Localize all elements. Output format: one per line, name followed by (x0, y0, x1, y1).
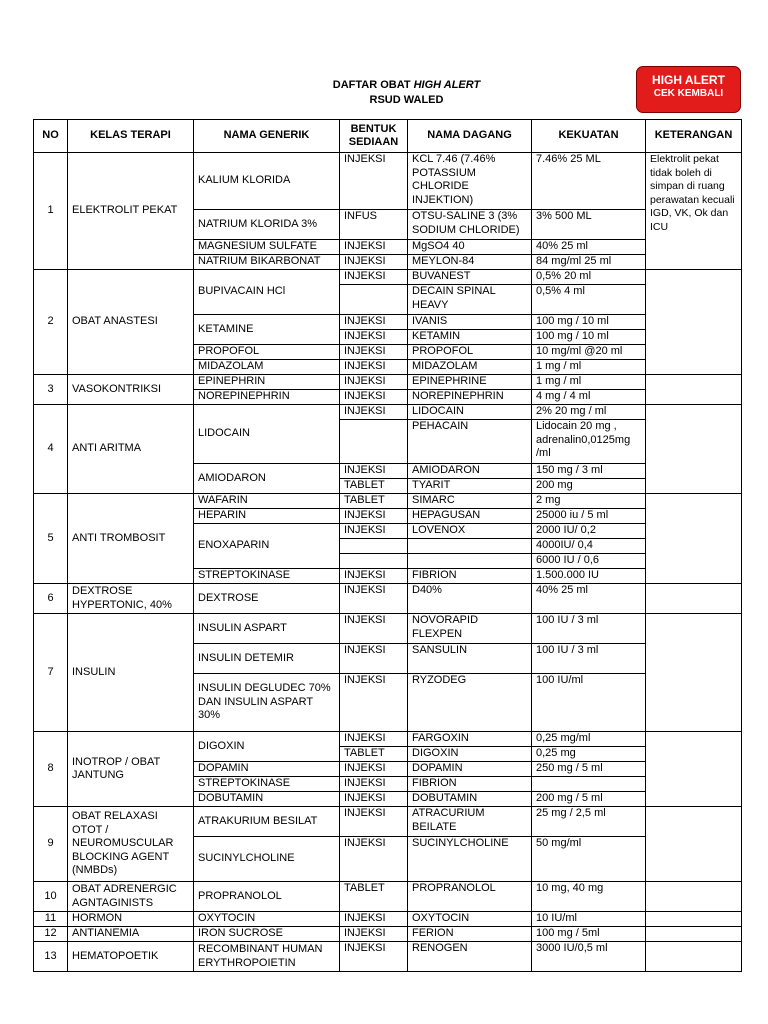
column-header: NAMA GENERIK (194, 120, 340, 153)
kekuatan-cell: 1.500.000 IU (532, 569, 646, 584)
bentuk-sediaan-cell: INJEKSI (340, 644, 408, 674)
kelas-terapi-cell: INSULIN (68, 614, 194, 732)
bentuk-sediaan-cell (340, 420, 408, 464)
row-number: 13 (34, 942, 68, 972)
table-row (34, 882, 742, 912)
row-number: 4 (34, 405, 68, 494)
kelas-terapi-cell: INOTROP / OBAT JANTUNG (68, 732, 194, 807)
kekuatan-cell: 3% 500 ML (532, 210, 646, 240)
nama-dagang-cell: BUVANEST (408, 270, 532, 285)
kelas-terapi-cell: HEMATOPOETIK (68, 942, 194, 972)
nama-generik-cell: NATRIUM BIKARBONAT (194, 255, 340, 270)
table-row (34, 942, 742, 972)
table-row (34, 584, 742, 614)
bentuk-sediaan-cell: TABLET (340, 882, 408, 912)
kekuatan-cell: 150 mg / 3 ml (532, 464, 646, 479)
nama-dagang-cell: RYZODEG (408, 674, 532, 732)
kekuatan-cell: 84 mg/ml 25 ml (532, 255, 646, 270)
bentuk-sediaan-cell: INJEKSI (340, 153, 408, 210)
nama-dagang-cell: DIGOXIN (408, 747, 532, 762)
nama-dagang-cell: D40% (408, 584, 532, 614)
keterangan-cell (646, 584, 742, 614)
nama-dagang-cell: SANSULIN (408, 644, 532, 674)
bentuk-sediaan-cell: INJEKSI (340, 315, 408, 330)
bentuk-sediaan-cell: INJEKSI (340, 732, 408, 747)
bentuk-sediaan-cell: INJEKSI (340, 762, 408, 777)
nama-generik-cell: ENOXAPARIN (194, 524, 340, 569)
table-row (34, 375, 742, 390)
title-prefix: DAFTAR OBAT (332, 79, 414, 91)
row-number: 11 (34, 912, 68, 927)
bentuk-sediaan-cell: INJEKSI (340, 569, 408, 584)
nama-dagang-cell: KETAMIN (408, 330, 532, 345)
row-number: 9 (34, 807, 68, 882)
kekuatan-cell: 40% 25 ml (532, 584, 646, 614)
nama-dagang-cell: FIBRION (408, 777, 532, 792)
nama-generik-cell: STREPTOKINASE (194, 569, 340, 584)
kekuatan-cell: 100 mg / 10 ml (532, 315, 646, 330)
kekuatan-cell: 200 mg / 5 ml (532, 792, 646, 807)
bentuk-sediaan-cell: INJEKSI (340, 837, 408, 882)
nama-dagang-cell (408, 539, 532, 554)
table-row (34, 153, 742, 210)
kekuatan-cell: 7.46% 25 ML (532, 153, 646, 210)
nama-generik-cell: MAGNESIUM SULFATE (194, 240, 340, 255)
bentuk-sediaan-cell: INJEKSI (340, 927, 408, 942)
nama-dagang-cell: MEYLON-84 (408, 255, 532, 270)
kekuatan-cell: 100 mg / 5ml (532, 927, 646, 942)
table-row (34, 807, 742, 837)
bentuk-sediaan-cell: INJEKSI (340, 375, 408, 390)
nama-dagang-cell: KCL 7.46 (7.46% POTASSIUM CHLORIDE INJEKTION) (408, 153, 532, 210)
nama-dagang-cell: PROPOFOL (408, 345, 532, 360)
nama-dagang-cell (408, 554, 532, 569)
kekuatan-cell: 100 IU / 3 ml (532, 644, 646, 674)
bentuk-sediaan-cell: INJEKSI (340, 390, 408, 405)
nama-generik-cell: INSULIN DETEMIR (194, 644, 340, 674)
column-header: KETERANGAN (646, 120, 742, 153)
kekuatan-cell: 250 mg / 5 ml (532, 762, 646, 777)
row-number: 7 (34, 614, 68, 732)
bentuk-sediaan-cell: INJEKSI (340, 614, 408, 644)
kekuatan-cell: 100 mg / 10 ml (532, 330, 646, 345)
nama-generik-cell: WAFARIN (194, 494, 340, 509)
nama-dagang-cell: RENOGEN (408, 942, 532, 972)
column-header: KELAS TERAPI (68, 120, 194, 153)
nama-generik-cell: STREPTOKINASE (194, 777, 340, 792)
keterangan-cell (646, 882, 742, 912)
nama-generik-cell: PROPOFOL (194, 345, 340, 360)
nama-dagang-cell: PROPRANOLOL (408, 882, 532, 912)
kekuatan-cell: 2% 20 mg / ml (532, 405, 646, 420)
bentuk-sediaan-cell: INJEKSI (340, 345, 408, 360)
badge-line2: CEK KEMBALI (653, 88, 724, 99)
nama-dagang-cell: OXYTOCIN (408, 912, 532, 927)
nama-dagang-cell: LOVENOX (408, 524, 532, 539)
keterangan-cell (646, 405, 742, 494)
column-header: BENTUK SEDIAAN (340, 120, 408, 153)
nama-dagang-cell: FERION (408, 927, 532, 942)
kekuatan-cell: 25 mg / 2,5 ml (532, 807, 646, 837)
bentuk-sediaan-cell: INJEKSI (340, 792, 408, 807)
nama-generik-cell: AMIODARON (194, 464, 340, 494)
keterangan-cell (646, 942, 742, 972)
kekuatan-cell: 0,25 mg/ml (532, 732, 646, 747)
keterangan-cell (646, 494, 742, 584)
kelas-terapi-cell: OBAT ANASTESI (68, 270, 194, 375)
bentuk-sediaan-cell: INJEKSI (340, 270, 408, 285)
nama-generik-cell: NOREPINEPHRIN (194, 390, 340, 405)
nama-generik-cell: EPINEPHRIN (194, 375, 340, 390)
kekuatan-cell: 2000 IU/ 0,2 (532, 524, 646, 539)
row-number: 6 (34, 584, 68, 614)
kekuatan-cell (532, 777, 646, 792)
nama-dagang-cell: DOBUTAMIN (408, 792, 532, 807)
kekuatan-cell: 4000IU/ 0,4 (532, 539, 646, 554)
nama-generik-cell: KALIUM KLORIDA (194, 153, 340, 210)
kelas-terapi-cell: OBAT RELAXASI OTOT / NEUROMUSCULAR BLOCKING AGENT (NMBDs) (68, 807, 194, 882)
nama-dagang-cell: SIMARC (408, 494, 532, 509)
kelas-terapi-cell: HORMON (68, 912, 194, 927)
bentuk-sediaan-cell: INJEKSI (340, 584, 408, 614)
kelas-terapi-cell: DEXTROSE HYPERTONIC, 40% (68, 584, 194, 614)
kekuatan-cell: Lidocain 20 mg , adrenalin0,0125mg /ml (532, 420, 646, 464)
bentuk-sediaan-cell: TABLET (340, 747, 408, 762)
kekuatan-cell: 200 mg (532, 479, 646, 494)
nama-dagang-cell: AMIODARON (408, 464, 532, 479)
kekuatan-cell: 0,5% 4 ml (532, 285, 646, 315)
bentuk-sediaan-cell: INJEKSI (340, 255, 408, 270)
kelas-terapi-cell: OBAT ADRENERGIC AGNTAGINISTS (68, 882, 194, 912)
nama-generik-cell: ATRAKURIUM BESILAT (194, 807, 340, 837)
nama-generik-cell: LIDOCAIN (194, 405, 340, 464)
row-number: 8 (34, 732, 68, 807)
bentuk-sediaan-cell: INJEKSI (340, 360, 408, 375)
bentuk-sediaan-cell: INJEKSI (340, 509, 408, 524)
nama-dagang-cell: SUCINYLCHOLINE (408, 837, 532, 882)
kelas-terapi-cell: ANTI ARITMA (68, 405, 194, 494)
nama-dagang-cell: EPINEPHRINE (408, 375, 532, 390)
table-row (34, 614, 742, 644)
column-header: NO (34, 120, 68, 153)
kekuatan-cell: 50 mg/ml (532, 837, 646, 882)
bentuk-sediaan-cell: INJEKSI (340, 912, 408, 927)
kekuatan-cell: 100 IU/ml (532, 674, 646, 732)
nama-generik-cell: INSULIN DEGLUDEC 70% DAN INSULIN ASPART 30% (194, 674, 340, 732)
kekuatan-cell: 10 mg/ml @20 ml (532, 345, 646, 360)
row-number: 12 (34, 927, 68, 942)
nama-generik-cell: DOPAMIN (194, 762, 340, 777)
bentuk-sediaan-cell: INJEKSI (340, 240, 408, 255)
kekuatan-cell: 1 mg / ml (532, 375, 646, 390)
bentuk-sediaan-cell: INJEKSI (340, 330, 408, 345)
kekuatan-cell: 100 IU / 3 ml (532, 614, 646, 644)
kelas-terapi-cell: VASOKONTRIKSI (68, 375, 194, 405)
nama-dagang-cell: TYARIT (408, 479, 532, 494)
nama-generik-cell: PROPRANOLOL (194, 882, 340, 912)
title-italic: HIGH ALERT (413, 79, 481, 91)
table-row (34, 732, 742, 747)
nama-dagang-cell: ATRACURIUM BEILATE (408, 807, 532, 837)
table-row (34, 494, 742, 509)
nama-generik-cell: IRON SUCROSE (194, 927, 340, 942)
kekuatan-cell: 3000 IU/0,5 ml (532, 942, 646, 972)
table-row (34, 927, 742, 942)
nama-generik-cell: HEPARIN (194, 509, 340, 524)
bentuk-sediaan-cell: INJEKSI (340, 524, 408, 539)
kekuatan-cell: 10 IU/ml (532, 912, 646, 927)
bentuk-sediaan-cell: TABLET (340, 494, 408, 509)
nama-generik-cell: OXYTOCIN (194, 912, 340, 927)
nama-generik-cell: SUCINYLCHOLINE (194, 837, 340, 882)
nama-dagang-cell: OTSU-SALINE 3 (3% SODIUM CHLORIDE) (408, 210, 532, 240)
table-body (34, 153, 742, 972)
table-header-row (34, 120, 742, 153)
badge-line1: HIGH ALERT (652, 73, 725, 87)
nama-generik-cell: KETAMINE (194, 315, 340, 345)
nama-generik-cell: INSULIN ASPART (194, 614, 340, 644)
keterangan-cell (646, 375, 742, 405)
keterangan-cell (646, 807, 742, 882)
column-header: KEKUATAN (532, 120, 646, 153)
row-number: 2 (34, 270, 68, 375)
nama-generik-cell: DIGOXIN (194, 732, 340, 762)
nama-generik-cell: RECOMBINANT HUMAN ERYTHROPOIETIN (194, 942, 340, 972)
row-number: 1 (34, 153, 68, 270)
nama-dagang-cell: NOVORAPID FLEXPEN (408, 614, 532, 644)
nama-generik-cell: BUPIVACAIN HCl (194, 270, 340, 315)
nama-dagang-cell: MIDAZOLAM (408, 360, 532, 375)
nama-generik-cell: DEXTROSE (194, 584, 340, 614)
bentuk-sediaan-cell: INJEKSI (340, 942, 408, 972)
nama-dagang-cell: PEHACAIN (408, 420, 532, 464)
bentuk-sediaan-cell: TABLET (340, 479, 408, 494)
high-alert-badge (636, 66, 741, 113)
nama-dagang-cell: DECAIN SPINAL HEAVY (408, 285, 532, 315)
column-header: NAMA DAGANG (408, 120, 532, 153)
nama-dagang-cell: LIDOCAIN (408, 405, 532, 420)
kekuatan-cell: 25000 iu / 5 ml (532, 509, 646, 524)
keterangan-cell (646, 614, 742, 732)
nama-dagang-cell: HEPAGUSAN (408, 509, 532, 524)
keterangan-cell (646, 927, 742, 942)
table-row (34, 912, 742, 927)
document-subtitle: RSUD WALED (369, 94, 444, 106)
kekuatan-cell: 10 mg, 40 mg (532, 882, 646, 912)
kekuatan-cell: 0,5% 20 ml (532, 270, 646, 285)
kekuatan-cell: 4 mg / 4 ml (532, 390, 646, 405)
kelas-terapi-cell: ANTI TROMBOSIT (68, 494, 194, 584)
kelas-terapi-cell: ANTIANEMIA (68, 927, 194, 942)
nama-dagang-cell: NOREPINEPHRIN (408, 390, 532, 405)
nama-dagang-cell: IVANIS (408, 315, 532, 330)
bentuk-sediaan-cell: INJEKSI (340, 777, 408, 792)
kelas-terapi-cell: ELEKTROLIT PEKAT (68, 153, 194, 270)
kekuatan-cell: 6000 IU / 0,6 (532, 554, 646, 569)
table-row (34, 270, 742, 285)
kekuatan-cell: 1 mg / ml (532, 360, 646, 375)
bentuk-sediaan-cell (340, 539, 408, 554)
keterangan-cell (646, 912, 742, 927)
nama-dagang-cell: FARGOXIN (408, 732, 532, 747)
keterangan-cell (646, 732, 742, 807)
row-number: 10 (34, 882, 68, 912)
nama-dagang-cell: DOPAMIN (408, 762, 532, 777)
bentuk-sediaan-cell: INJEKSI (340, 807, 408, 837)
bentuk-sediaan-cell: INJEKSI (340, 464, 408, 479)
nama-generik-cell: MIDAZOLAM (194, 360, 340, 375)
drug-table (33, 119, 742, 972)
bentuk-sediaan-cell (340, 554, 408, 569)
table-row (34, 405, 742, 420)
bentuk-sediaan-cell (340, 285, 408, 315)
kekuatan-cell: 40% 25 ml (532, 240, 646, 255)
nama-generik-cell: NATRIUM KLORIDA 3% (194, 210, 340, 240)
keterangan-cell (646, 270, 742, 375)
nama-generik-cell: DOBUTAMIN (194, 792, 340, 807)
bentuk-sediaan-cell: INJEKSI (340, 674, 408, 732)
nama-dagang-cell: MgSO4 40 (408, 240, 532, 255)
bentuk-sediaan-cell: INJEKSI (340, 405, 408, 420)
bentuk-sediaan-cell: INFUS (340, 210, 408, 240)
keterangan-cell: Elektrolit pekat tidak boleh di simpan di ruang perawatan kecuali IGD, VK, Ok dan ICU (646, 153, 742, 270)
kekuatan-cell: 2 mg (532, 494, 646, 509)
nama-dagang-cell: FIBRION (408, 569, 532, 584)
row-number: 3 (34, 375, 68, 405)
row-number: 5 (34, 494, 68, 584)
kekuatan-cell: 0,25 mg (532, 747, 646, 762)
